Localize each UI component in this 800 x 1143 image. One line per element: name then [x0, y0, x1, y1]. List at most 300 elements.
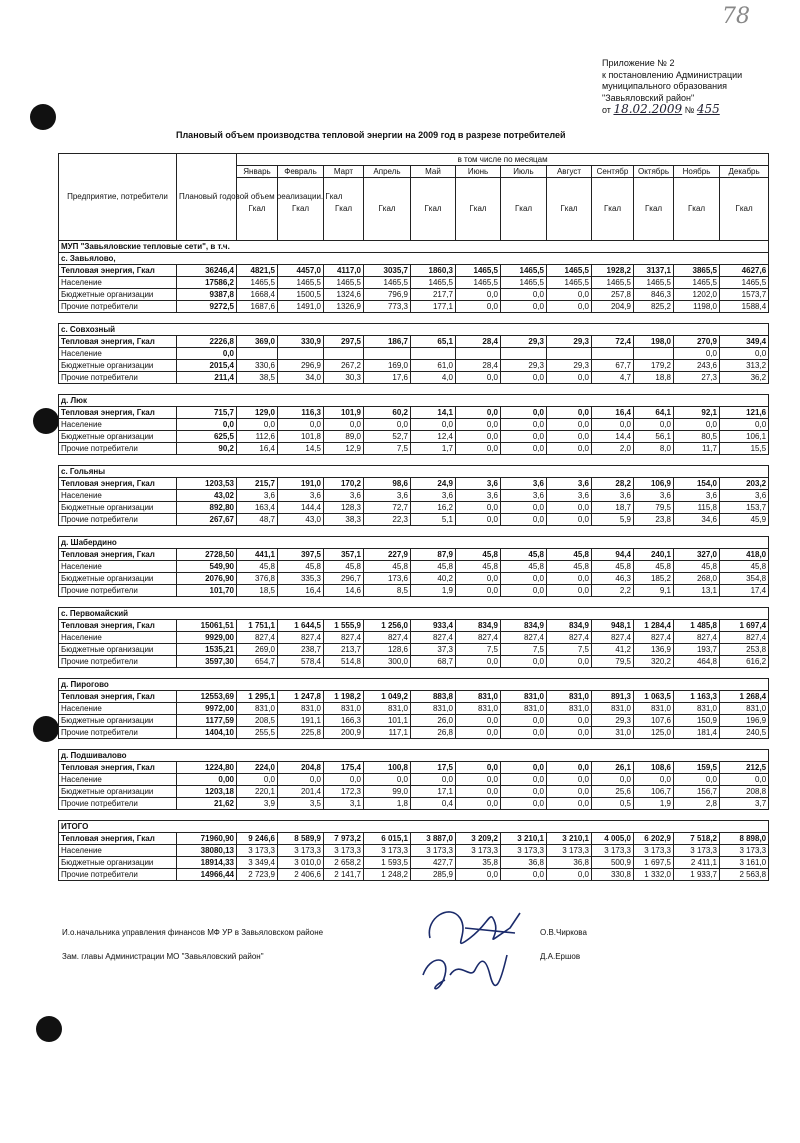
month-value: 831,0	[364, 703, 411, 715]
month-value: 72,4	[592, 336, 634, 348]
month-value: 37,3	[411, 644, 456, 656]
month-value: 87,9	[411, 549, 456, 561]
annual-total: 71960,90	[177, 833, 237, 845]
month-value: 0,0	[456, 514, 501, 526]
month-value: 0,0	[456, 407, 501, 419]
month-value: 1 593,5	[364, 857, 411, 869]
annual-total: 715,7	[177, 407, 237, 419]
month-value: 0,0	[411, 774, 456, 786]
month-value: 1500,5	[278, 289, 324, 301]
month-value: 65,1	[411, 336, 456, 348]
month-value: 17,5	[411, 762, 456, 774]
month-value: 7,5	[547, 644, 592, 656]
month-value: 56,1	[634, 431, 674, 443]
month-value: 0,0	[547, 289, 592, 301]
month-value: 45,8	[547, 549, 592, 561]
signature-name-1-wrap	[540, 928, 587, 937]
month-value: 0,0	[456, 431, 501, 443]
month-value	[364, 348, 411, 360]
month-value: 14,6	[324, 585, 364, 597]
month-value: 0,0	[278, 419, 324, 431]
month-value: 0,0	[547, 798, 592, 810]
table-row	[59, 703, 769, 715]
month-value: 48,7	[237, 514, 278, 526]
month-value: 2 723,9	[237, 869, 278, 881]
annual-total: 90,2	[177, 443, 237, 455]
month-value: 215,7	[237, 478, 278, 490]
month-value: 3,6	[592, 490, 634, 502]
signature-name-1: О.В.Чиркова	[540, 928, 587, 937]
page-number: 78	[722, 4, 750, 29]
month-value: 2 658,2	[324, 857, 364, 869]
month-value: 354,8	[720, 573, 769, 585]
appendix-line-4: "Завьяловский район"	[602, 92, 695, 103]
month-value: 0,0	[547, 372, 592, 384]
annual-total: 3597,30	[177, 656, 237, 668]
month-value: 28,4	[456, 336, 501, 348]
month-value: 16,4	[278, 585, 324, 597]
month-value: 1465,5	[720, 277, 769, 289]
section-title: д. Люк	[59, 395, 769, 407]
month-value: 827,4	[278, 632, 324, 644]
month-value: 153,7	[720, 502, 769, 514]
month-value: 18,5	[237, 585, 278, 597]
month-value: 3 173,3	[674, 845, 720, 857]
month-value: 17,6	[364, 372, 411, 384]
month-value: 225,8	[278, 727, 324, 739]
month-value: 1 751,1	[237, 620, 278, 632]
month-value: 330,9	[278, 336, 324, 348]
month-value: 1668,4	[237, 289, 278, 301]
month-value: 64,1	[634, 407, 674, 419]
month-value: 827,4	[324, 632, 364, 644]
month-value: 0,0	[324, 774, 364, 786]
table-row	[59, 691, 769, 703]
month-value: 0,0	[547, 301, 592, 313]
annual-total: 15061,51	[177, 620, 237, 632]
month-value: 100,8	[364, 762, 411, 774]
month-value: 15,5	[720, 443, 769, 455]
table-row	[59, 407, 769, 419]
heat-energy-table	[58, 153, 769, 881]
appendix-block	[602, 58, 742, 117]
month-value: 0,0	[456, 502, 501, 514]
month-value: 327,0	[674, 549, 720, 561]
month-value: 1465,5	[674, 277, 720, 289]
month-value: 0,0	[547, 585, 592, 597]
month-value: 29,3	[547, 336, 592, 348]
month-value: 0,0	[547, 514, 592, 526]
month-value: 16,2	[411, 502, 456, 514]
month-value: 179,2	[634, 360, 674, 372]
row-label: Тепловая энергия, Гкал	[59, 407, 177, 419]
month-value: 2 411,1	[674, 857, 720, 869]
section-gap	[59, 455, 769, 466]
month-value: 7,5	[501, 644, 547, 656]
month-value: 16,4	[237, 443, 278, 455]
section-gap	[59, 810, 769, 821]
month-value: 0,0	[674, 348, 720, 360]
annual-total: 1404,10	[177, 727, 237, 739]
month-value: 115,8	[674, 502, 720, 514]
month-value: 3,7	[720, 798, 769, 810]
month-value: 204,9	[592, 301, 634, 313]
month-value	[501, 348, 547, 360]
month-value: 240,5	[720, 727, 769, 739]
months-group-header: в том числе по месяцам	[237, 154, 769, 166]
month-value: 243,6	[674, 360, 720, 372]
month-value: 3,6	[674, 490, 720, 502]
month-value	[634, 348, 674, 360]
month-value: 0,0	[456, 774, 501, 786]
unit-header: Гкал	[364, 178, 411, 241]
month-value: 831,0	[501, 691, 547, 703]
month-value: 60,2	[364, 407, 411, 419]
section-title: д. Пирогово	[59, 679, 769, 691]
month-value: 14,5	[278, 443, 324, 455]
month-value: 1 256,0	[364, 620, 411, 632]
month-value: 8 589,9	[278, 833, 324, 845]
month-value: 1465,5	[364, 277, 411, 289]
month-value: 45,8	[634, 561, 674, 573]
month-value: 3,5	[278, 798, 324, 810]
document-title: Плановый объем производства тепловой энергии на 2009 год в разрезе потребителей	[176, 130, 566, 140]
month-value: 29,3	[592, 715, 634, 727]
month-value: 129,0	[237, 407, 278, 419]
month-value: 29,3	[501, 336, 547, 348]
row-label: Бюджетные организации	[59, 786, 177, 798]
month-value: 0,0	[720, 348, 769, 360]
table-row	[59, 514, 769, 526]
month-value: 831,0	[634, 703, 674, 715]
month-value: 0,0	[547, 715, 592, 727]
month-value: 0,0	[547, 656, 592, 668]
month-value: 1465,5	[547, 265, 592, 277]
month-value: 6 202,9	[634, 833, 674, 845]
month-value	[456, 348, 501, 360]
table-row	[59, 798, 769, 810]
month-value: 45,8	[456, 561, 501, 573]
appendix-line-3: муниципального образования	[602, 81, 728, 91]
annual-total: 1177,59	[177, 715, 237, 727]
table-row	[59, 727, 769, 739]
table-row	[59, 419, 769, 431]
row-label: Тепловая энергия, Гкал	[59, 478, 177, 490]
row-label: Население	[59, 348, 177, 360]
section-title: ИТОГО	[59, 821, 769, 833]
month-value: 827,4	[674, 632, 720, 644]
month-value: 14,4	[592, 431, 634, 443]
month-value: 117,1	[364, 727, 411, 739]
month-header: Июнь	[456, 166, 501, 178]
month-value: 26,0	[411, 715, 456, 727]
month-value: 0,0	[456, 301, 501, 313]
section-gap	[59, 597, 769, 608]
month-value: 1,7	[411, 443, 456, 455]
month-value: 12,4	[411, 431, 456, 443]
month-value: 128,3	[324, 502, 364, 514]
table-row	[59, 573, 769, 585]
month-value: 3 173,3	[364, 845, 411, 857]
annual-total: 12553,69	[177, 691, 237, 703]
month-header: Июль	[501, 166, 547, 178]
month-value: 213,7	[324, 644, 364, 656]
month-value: 150,9	[674, 715, 720, 727]
row-label: Бюджетные организации	[59, 289, 177, 301]
month-value: 7,5	[456, 644, 501, 656]
table-row	[59, 869, 769, 881]
annual-total: 9272,5	[177, 301, 237, 313]
month-value: 125,0	[634, 727, 674, 739]
month-value: 1465,5	[634, 277, 674, 289]
month-value: 3 173,3	[547, 845, 592, 857]
date-value: 18.02.2009	[613, 102, 683, 116]
month-value: 2,0	[592, 443, 634, 455]
month-value: 208,5	[237, 715, 278, 727]
month-value	[411, 348, 456, 360]
month-value: 11,7	[674, 443, 720, 455]
month-value: 1 247,8	[278, 691, 324, 703]
month-value: 3,6	[547, 478, 592, 490]
month-value: 2 563,8	[720, 869, 769, 881]
row-label: Население	[59, 774, 177, 786]
annual-total: 38080,13	[177, 845, 237, 857]
month-value: 296,9	[278, 360, 324, 372]
row-label: Бюджетные организации	[59, 644, 177, 656]
month-value: 827,4	[364, 632, 411, 644]
enterprise-column-header: Предприятие, потребители	[59, 154, 177, 241]
month-value: 98,6	[364, 478, 411, 490]
month-value: 827,4	[547, 632, 592, 644]
month-value: 330,8	[592, 869, 634, 881]
annual-total: 43,02	[177, 490, 237, 502]
month-value: 45,8	[278, 561, 324, 573]
month-value: 36,8	[501, 857, 547, 869]
table-row	[59, 644, 769, 656]
month-value: 0,0	[501, 798, 547, 810]
month-value: 201,4	[278, 786, 324, 798]
month-value: 831,0	[411, 703, 456, 715]
month-value: 79,5	[592, 656, 634, 668]
month-value: 89,0	[324, 431, 364, 443]
month-value: 0,0	[592, 419, 634, 431]
month-value: 1465,5	[456, 277, 501, 289]
month-value: 163,4	[237, 502, 278, 514]
row-label: Бюджетные организации	[59, 573, 177, 585]
month-value: 827,4	[237, 632, 278, 644]
month-value: 208,8	[720, 786, 769, 798]
month-value: 16,4	[592, 407, 634, 419]
section-gap	[59, 384, 769, 395]
month-value: 3137,1	[634, 265, 674, 277]
punch-hole-middle	[33, 408, 59, 434]
month-value: 3,6	[237, 490, 278, 502]
month-value: 18,8	[634, 372, 674, 384]
unit-header: Гкал	[720, 178, 769, 241]
month-value: 1,9	[634, 798, 674, 810]
plan-column-header: Плановый годовой объем реализации. Гкал	[177, 154, 237, 241]
month-value: 198,0	[634, 336, 674, 348]
month-value: 101,1	[364, 715, 411, 727]
month-value: 357,1	[324, 549, 364, 561]
month-value: 45,8	[456, 549, 501, 561]
month-value: 1 485,8	[674, 620, 720, 632]
month-value: 330,6	[237, 360, 278, 372]
appendix-line-1: Приложение № 2	[602, 58, 675, 68]
annual-total: 9387,8	[177, 289, 237, 301]
month-value: 1465,5	[411, 277, 456, 289]
month-value: 217,7	[411, 289, 456, 301]
table-row	[59, 632, 769, 644]
unit-header: Гкал	[278, 178, 324, 241]
month-value: 1928,2	[592, 265, 634, 277]
section-title: д. Шабердино	[59, 537, 769, 549]
table-row	[59, 833, 769, 845]
month-value: 3,6	[501, 490, 547, 502]
month-value: 169,0	[364, 360, 411, 372]
month-value: 831,0	[720, 703, 769, 715]
row-label: Бюджетные организации	[59, 360, 177, 372]
month-value: 3,6	[456, 478, 501, 490]
month-value: 1860,3	[411, 265, 456, 277]
month-value: 0,0	[456, 798, 501, 810]
month-value: 2,8	[674, 798, 720, 810]
signature-position-1: И.о.начальника управления финансов МФ УР в Завьяловском районе	[62, 928, 324, 937]
month-value: 191,1	[278, 715, 324, 727]
row-label: Прочие потребители	[59, 585, 177, 597]
month-value: 1 284,4	[634, 620, 674, 632]
month-value: 831,0	[547, 703, 592, 715]
month-value: 1465,5	[547, 277, 592, 289]
month-value: 1324,6	[324, 289, 364, 301]
annual-total: 211,4	[177, 372, 237, 384]
month-value: 3 173,3	[592, 845, 634, 857]
month-value: 376,8	[237, 573, 278, 585]
month-value: 773,3	[364, 301, 411, 313]
month-value: 0,0	[411, 419, 456, 431]
month-value: 45,8	[720, 561, 769, 573]
annual-total: 18914,33	[177, 857, 237, 869]
appendix-line-2: к постановлению Администрации	[602, 69, 743, 80]
month-value: 27,3	[674, 372, 720, 384]
month-value: 175,4	[324, 762, 364, 774]
month-value: 3 173,3	[634, 845, 674, 857]
month-value: 1465,5	[501, 265, 547, 277]
month-value	[324, 348, 364, 360]
month-value: 38,5	[237, 372, 278, 384]
unit-header: Гкал	[674, 178, 720, 241]
month-value: 1 049,2	[364, 691, 411, 703]
month-value: 831,0	[592, 703, 634, 715]
annual-total: 549,90	[177, 561, 237, 573]
punch-hole-bottom	[36, 1016, 62, 1042]
annual-total: 2728,50	[177, 549, 237, 561]
signature-position-2: Зам. главы Администрации МО "Завьяловский район"	[62, 952, 264, 961]
month-value: 300,0	[364, 656, 411, 668]
month-value: 514,8	[324, 656, 364, 668]
annual-total: 0,0	[177, 348, 237, 360]
month-value: 1 198,2	[324, 691, 364, 703]
month-value: 34,0	[278, 372, 324, 384]
month-value: 38,3	[324, 514, 364, 526]
month-value: 191,0	[278, 478, 324, 490]
month-value: 1 555,9	[324, 620, 364, 632]
month-value: 0,0	[720, 419, 769, 431]
month-value: 8 898,0	[720, 833, 769, 845]
annual-total: 36246,4	[177, 265, 237, 277]
month-value: 43,0	[278, 514, 324, 526]
month-value: 827,4	[634, 632, 674, 644]
month-value: 654,7	[237, 656, 278, 668]
month-value: 0,0	[278, 774, 324, 786]
month-value: 397,5	[278, 549, 324, 561]
month-header: Март	[324, 166, 364, 178]
month-value: 3,6	[720, 490, 769, 502]
row-label: Население	[59, 703, 177, 715]
unit-header: Гкал	[237, 178, 278, 241]
month-value: 0,0	[501, 762, 547, 774]
month-value: 30,3	[324, 372, 364, 384]
section-gap	[59, 668, 769, 679]
month-value: 13,1	[674, 585, 720, 597]
month-value: 3 010,0	[278, 857, 324, 869]
table-row	[59, 348, 769, 360]
month-value: 0,0	[547, 443, 592, 455]
month-value: 193,7	[674, 644, 720, 656]
month-value: 7 973,2	[324, 833, 364, 845]
row-label: Тепловая энергия, Гкал	[59, 833, 177, 845]
month-value: 834,9	[456, 620, 501, 632]
month-value: 67,7	[592, 360, 634, 372]
month-value: 3 161,0	[720, 857, 769, 869]
row-label: Население	[59, 561, 177, 573]
month-header: Сентябр	[592, 166, 634, 178]
month-value: 1326,9	[324, 301, 364, 313]
month-value: 269,0	[237, 644, 278, 656]
month-value: 173,6	[364, 573, 411, 585]
month-value: 41,2	[592, 644, 634, 656]
month-value: 144,4	[278, 502, 324, 514]
month-value: 846,3	[634, 289, 674, 301]
month-value: 101,9	[324, 407, 364, 419]
month-value: 204,8	[278, 762, 324, 774]
month-value: 831,0	[501, 703, 547, 715]
month-value: 270,9	[674, 336, 720, 348]
table-row	[59, 857, 769, 869]
month-value: 831,0	[674, 703, 720, 715]
row-label: Прочие потребители	[59, 443, 177, 455]
table-row	[59, 715, 769, 727]
month-value: 1465,5	[501, 277, 547, 289]
month-value: 1202,0	[674, 289, 720, 301]
month-value: 883,8	[411, 691, 456, 703]
month-value: 1 063,5	[634, 691, 674, 703]
month-value: 0,0	[720, 774, 769, 786]
month-value: 28,2	[592, 478, 634, 490]
month-value: 4627,6	[720, 265, 769, 277]
month-header: Декабрь	[720, 166, 769, 178]
month-value: 68,7	[411, 656, 456, 668]
month-value: 1573,7	[720, 289, 769, 301]
month-value: 61,0	[411, 360, 456, 372]
unit-header: Гкал	[634, 178, 674, 241]
section-title: с. Первомайский	[59, 608, 769, 620]
row-label: Прочие потребители	[59, 514, 177, 526]
month-value: 0,0	[456, 289, 501, 301]
month-value: 834,9	[501, 620, 547, 632]
row-label: Тепловая энергия, Гкал	[59, 549, 177, 561]
month-value: 831,0	[237, 703, 278, 715]
